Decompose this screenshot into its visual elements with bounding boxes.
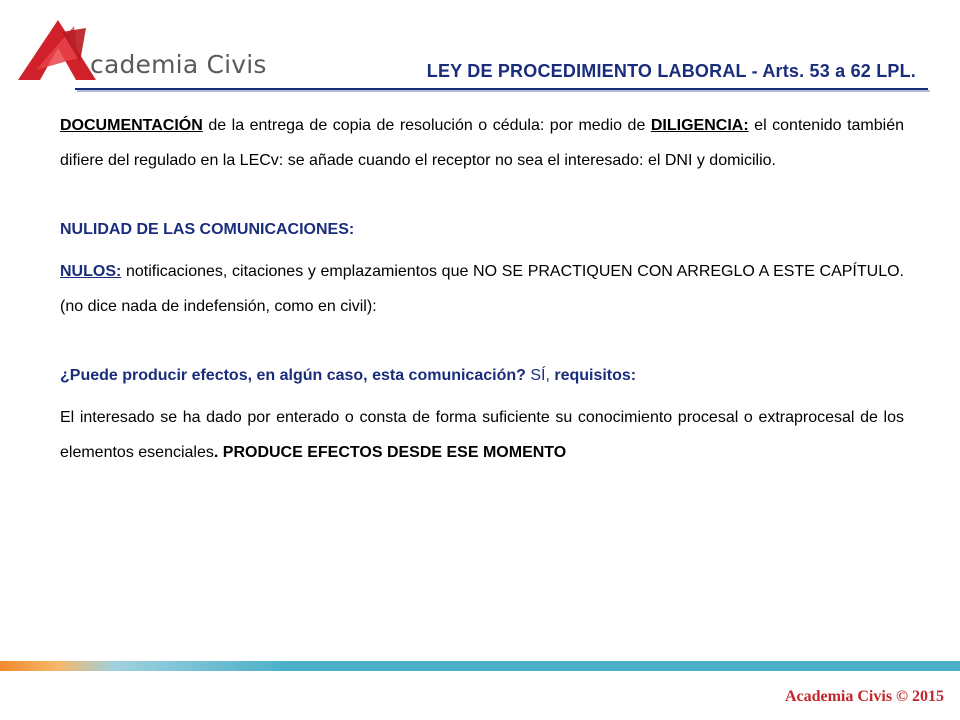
- paragraph-text: el contenido también difiere del regulado en la LECv: se añade cuando el receptor no sea el interesado: el DNI y domicilio.: [60, 117, 904, 169]
- question-text: ¿Puede producir efectos, en algún caso, esta comunicación?: [60, 367, 526, 384]
- paragraph-question: [60, 358, 904, 393]
- page-title: LEY DE PROCEDIMIENTO LABORAL - Arts. 53 a 62 LPL.: [426, 61, 916, 81]
- bottom-decorative-bar: [0, 661, 960, 671]
- paragraph-interesado: [60, 400, 904, 470]
- paragraph-nulos: [60, 254, 904, 324]
- paragraph-text: de la entrega de copia de resolución o cédula: por medio de: [202, 117, 651, 134]
- requisitos-text: requisitos:: [554, 367, 637, 384]
- slide-content: [60, 108, 904, 470]
- header-rule-shadow: [77, 90, 930, 92]
- paragraph-text: El interesado se ha dado por enterado o consta de forma suficiente su conocimiento procesal o extraprocesal de los elementos esenciales: [60, 409, 904, 461]
- paragraph-documentacion: [60, 108, 904, 178]
- term-nulos: NULOS:: [60, 263, 122, 280]
- footer-copyright: Academia Civis © 2015: [784, 688, 944, 705]
- academia-civis-logo[interactable]: [14, 18, 267, 90]
- heading-nulidad: NULIDAD DE LAS COMUNICACIONES:: [60, 221, 355, 238]
- answer-text: SÍ,: [525, 367, 555, 384]
- term-documentacion: DOCUMENTACIÓN: [60, 117, 203, 134]
- header-rule: [75, 88, 928, 90]
- emphasis-text: . PRODUCE EFECTOS DESDE ESE MOMENTO: [213, 444, 567, 461]
- paragraph-text: notificaciones, citaciones y emplazamientos que NO SE PRACTIQUEN CON ARREGLO A ESTE CAPÍTULO. (no dice nada de indefensión, como en civil):: [60, 263, 904, 315]
- logo-text: cademia Civis: [90, 50, 267, 79]
- term-diligencia: DILIGENCIA:: [650, 117, 749, 134]
